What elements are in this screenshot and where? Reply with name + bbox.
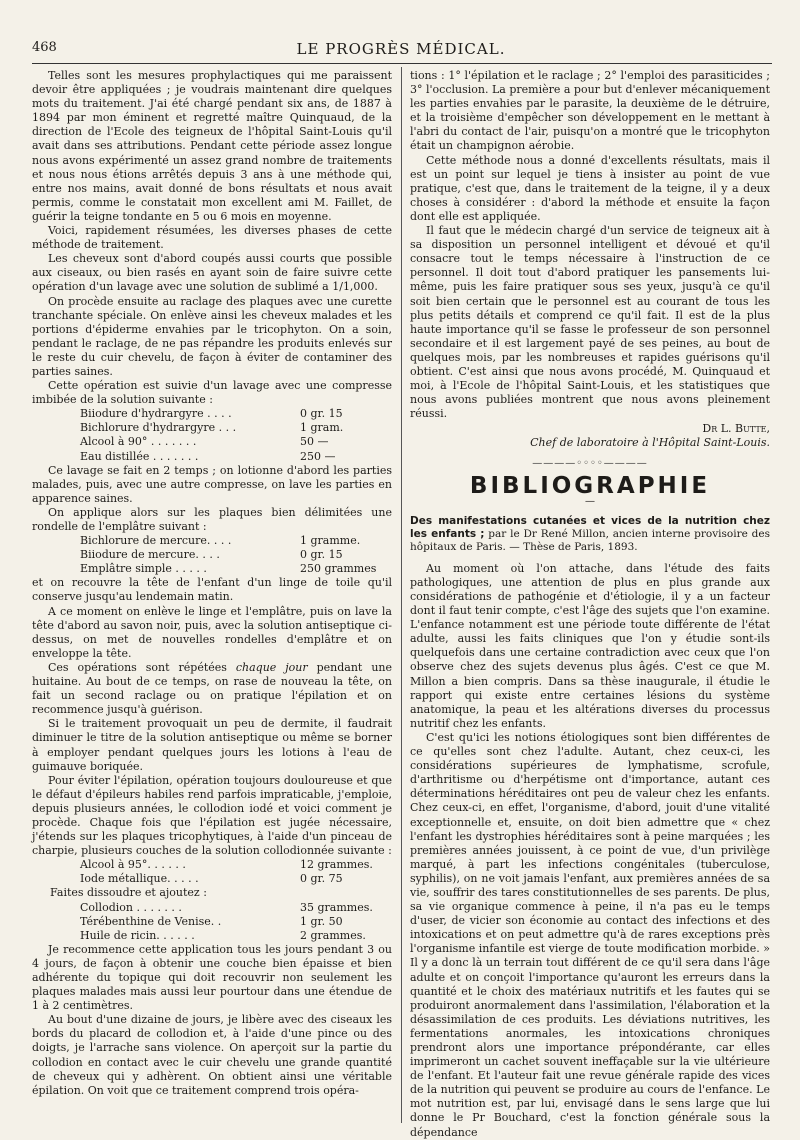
- paragraph: Les cheveux sont d'abord coupés aussi courts que possible aux ciseaux, ou bien rasés en ayant soin de faire suivre cette opération d'un lavage avec une solution de sublimé a 1/1,000.: [32, 252, 392, 294]
- paragraph: Voici, rapidement résumées, les diverses phases de cette méthode de traitement.: [32, 224, 392, 252]
- prescription-collodion: [32, 858, 373, 943]
- section-heading: BIBLIOGRAPHIE: [469, 472, 711, 499]
- paragraph: Il faut que le médecin chargé d'un service de teigneux ait à sa disposition un personnel intelligent et dévoué et qu'il consacre tout le temps nécessaire à l'instruction de ce personnel. Il doit tout d'abord pratiquer les pansements lui-même, puis les faire pratiquer sous ses yeux, jusqu'à ce qu'il soit bien certain que le personnel est au courant de tous les plus petits détails et comprend ce qu'il fait. Il est de la plus haute importance qu'il se fasse le professeur de son personnel secondaire et il est largement payé de ses peines, au bout de quelques mois, par les nombreuses et rapides guérisons qu'il obtient. C'est ainsi que nous avons procédé, M. Quinquaud et moi, à l'Ecole de l'hôpital Saint-Louis, et les statistiques que nous avons publiées montrent que nous avons pleinement réussi.: [410, 224, 770, 421]
- author-affiliation: Chef de laboratoire à l'Hôpital Saint-Louis.: [530, 436, 770, 450]
- prescription-row: Eau distillée . . . . . . . 250 —: [80, 449, 336, 463]
- paragraph: On procède ensuite au raclage des plaques avec une curette tranchante spéciale. On enlève ainsi les cheveux malades et les portions d'épiderme envahies par le tricophyton. On a soin, pendant le raclage, de ne pas répandre les produits enlevés sur le reste du cuir chevelu, de façon à éviter de contaminer des parties saines.: [32, 294, 392, 378]
- prescription-row: Emplâtre simple . . . . . 250 grammes: [80, 562, 377, 576]
- paragraph: A ce moment on enlève le linge et l'emplâtre, puis on lave la tête d'abord au savon noir, puis, avec la solution antiseptique ci-dessus, on met de nouvelles rondelles d'emplâtre et on enveloppe la tête.: [32, 604, 392, 660]
- prescription-row: Faites dissoudre et ajoutez :: [50, 886, 207, 900]
- section-ornament: ————◦◦◦◦————: [532, 457, 648, 469]
- paragraph: Je recommence cette application tous les jours pendant 3 ou 4 jours, de façon à obtenir une couche bien épaisse et bien adhérente du topique qui doit recouvrir non seulement les plaques malades mais aussi leur pourtour dans une étendue de 1 à 2 centimètres.: [32, 942, 392, 1013]
- prescription-row: Biiodure de mercure. . . . 0 gr. 15: [80, 548, 343, 562]
- prescription-row: Biiodure d'hydrargyre . . . . 0 gr. 15: [80, 407, 343, 421]
- paragraph: tions : 1° l'épilation et le raclage ; 2° l'emploi des parasiticides ; 3° l'occlusion. La première a pour but d'enlever mécaniquement les parties envahies par le parasite, la deuxième de le détruire, et la troisième d'empêcher son développement en le mettant à l'abri du contact de l'air, puisqu'on a montré que le tricophyton était un champignon aérobie.: [410, 69, 770, 153]
- prescription-row: Térébenthine de Venise. . 1 gr. 50: [80, 914, 343, 928]
- paragraph: Au bout d'une dizaine de jours, je libère avec des ciseaux les bords du placard de collodion et, à l'aide d'une pince ou des doigts, je l'arrache sans violence. On aperçoit sur la partie du collodion en contact avec le cuir chevelu une grande quantité de cheveux qui y adhèrent. On obtient ainsi une véritable épilation. On voit que ce traitement comprend trois opéra-: [32, 1013, 392, 1097]
- paragraph: Au moment où l'on attache, dans l'étude des faits pathologiques, une attention de plus en plus grande aux considérations de pathogénie et d'étiologie, il y a un facteur dont il faut tenir compte, c'est l'âge des sujets que l'on examine. L'enfance notamment est une période toute différente de l'état adulte, aussi les faits cliniques que l'on y étudie sont-ils quelquefois dans une certaine contradiction avec ceux que l'on observe chez des sujets devenus plus âgés. C'est ce que M. Millon a bien compris. Dans sa thèse inaugurale, il étudie le rapport qui existe entre certaines lésions du système anatomique, la peau et les altérations diverses du processus nutritif chez les enfants.: [410, 561, 770, 730]
- prescription-row: Alcool à 90° . . . . . . . 50 —: [80, 435, 329, 449]
- prescription-row: Collodion . . . . . . . 35 grammes.: [80, 900, 373, 914]
- prescription-row: Iode métallique. . . . . 0 gr. 75: [80, 872, 343, 886]
- prescription-row: Bichlorure de mercure. . . . 1 gramme.: [80, 534, 361, 548]
- prescription-lotion: [32, 407, 343, 463]
- page-header: [32, 40, 770, 60]
- paragraph: Pour éviter l'épilation, opération toujours douloureuse et que le défaut d'épileurs habiles rend parfois impraticable, j'emploie, depuis plusieurs années, le collodion iodé et voici comment je procède. Chaque fois que l'épilation est jugée nécessaire, j'étends sur les plaques tricophytiques, à l'aide d'un pinceau de charpie, plusieurs couches de la solution collodionnée suivante :: [32, 773, 392, 858]
- prescription-plaster: [32, 534, 376, 576]
- header-rule: [32, 63, 772, 64]
- paragraph: Ce lavage se fait en 2 temps ; on lotionne d'abord les parties malades, puis, avec une autre compresse, on lave les parties en apparence saines.: [32, 463, 392, 505]
- right-column: [410, 69, 770, 1140]
- paragraph: Telles sont les mesures prophylactiques qui me paraissent devoir être appliquées ; je voudrais maintenant dire quelques mots du traitement. J'ai été chargé pendant six ans, de 1887 à 1894 par mon éminent et regretté maître Quinquaud, de la direction de l'Ecole des teigneux de l'hôpital Saint-Louis qu'il avait dans ses attributions. Pendant cette période assez longue nous avons expérimenté un assez grand nombre de traitements et nous nous étions arrêtés depuis 3 ans à une méthode qui, entre nos mains, avait donné de bons résultats et nous avait permis, comme le constatait mon excellent ami M. Faillet, de guérir la teigne tondante en 5 ou 6 mois en moyenne.: [32, 69, 392, 223]
- paragraph: Ces opérations sont répétées chaque jour pendant une huitaine. Au bout de ce temps, on rase de nouveau la tête, on fait un second raclage ou on pratique l'épilation et on recommence jusqu'à guérison.: [32, 660, 392, 717]
- paragraph: C'est qu'ici les notions étiologiques sont bien différentes de ce qu'elles sont chez l'adulte. Autant, chez ceux-ci, les considérations supérieures de lymphatisme, scrofule, d'arthritisme ou d'herpétisme ont d'importance, autant ces déterminations héréditaires ont peu de valeur chez les enfants. Chez ceux-ci, en effet, l'organisme, d'abord, jouit d'une vitalité exceptionnelle et, ensuite, on doit bien admettre que « chez l'enfant les dystrophies héréditaires sont à peine marquées ; les premières années jouissent, à ce point de vue, d'un privilège marqué, à part les infections congénitales (tuberculose, syphilis), on ne voit jamais l'enfant, aux premières années de sa vie, souffrir des tares constitutionnelles de ses parents. De plus, sa vie organique commence à peine, il n'a pas eu le temps d'user, de vicier son économie au contact des infections et des intoxications et on peut admettre qu'à de rares exceptions près l'organisme infantile est vierge de toute modification morbide. » Il y a donc là un terrain tout différent de ce qu'il sera dans l'âge adulte et on conçoit l'importance qu'auront les erreurs dans la quantité et le choix des matériaux nutritifs et les fautes qui se produiront anormalement dans l'assimilation, l'élaboration et la désassimilation de ces produits. Les déviations nutritives, les fermentations anormales, les intoxications chroniques prendront alors une importance prépondérante, car elles imprimeront un cachet souvent ineffaçable sur la vie ultérieure de l'enfant. Et l'auteur fait une revue générale rapide des vices de la nutrition qui peuvent se produire au cours de l'enfance. Le mot nutrition est, par lui, envisagé dans le sens large que lui donne le Pr Bouchard, c'est la fonction générale sous la dépendance: [410, 730, 770, 1139]
- bibliography-entry: Des manifestations cutanées et vices de la nutrition chez les enfants ; par le Dr René Millon, ancien interne provisoire des hôpitaux de Paris. — Thèse de Paris, 1893.: [410, 514, 770, 553]
- paragraph: On applique alors sur les plaques bien délimitées une rondelle de l'emplâtre suivant :: [32, 505, 392, 533]
- heading-dash: —: [585, 495, 595, 507]
- paragraph: et on recouvre la tête de l'enfant d'un linge de toile qu'il conserve jusqu'au lendemain matin.: [32, 576, 392, 604]
- author-signature: Dr L. Butte,: [702, 422, 770, 436]
- paragraph: Cette méthode nous a donné d'excellents résultats, mais il est un point sur lequel je tiens à insister au point de vue pratique, c'est que, dans le traitement de la teigne, il y a deux choses à considérer : d'abord la méthode et ensuite la façon dont elle est appliquée.: [410, 153, 770, 223]
- left-column: [32, 69, 392, 1098]
- paragraph: Cette opération est suivie d'un lavage avec une compresse imbibée de la solution suivante :: [32, 379, 392, 407]
- prescription-row: Bichlorure d'hydrargyre . . . 1 gram.: [80, 421, 344, 435]
- prescription-row: Huile de ricin. . . . . . 2 grammes.: [80, 928, 366, 942]
- journal-title: LE PROGRÈS MÉDICAL.: [296, 40, 506, 58]
- prescription-row: Alcool à 95°. . . . . . 12 grammes.: [80, 858, 373, 872]
- paragraph: Si le traitement provoquait un peu de dermite, il faudrait diminuer le titre de la solution antiseptique ou même se borner à employer pendant quelques jours les lotions à l'eau de guimauve boriquée.: [32, 717, 392, 773]
- column-divider: [401, 67, 402, 1123]
- page-number: 468: [32, 40, 57, 55]
